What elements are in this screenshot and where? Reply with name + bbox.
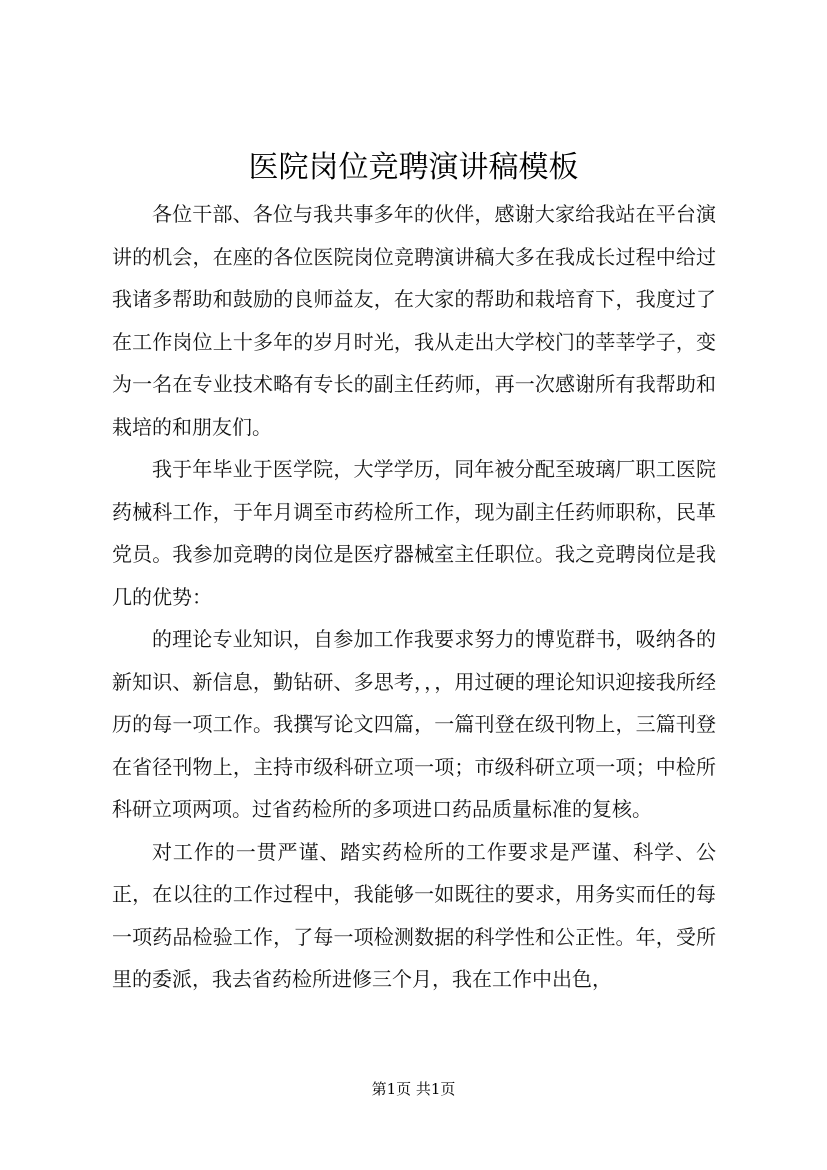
paragraph-2: 我于年毕业于医学院，大学学历，同年被分配至玻璃厂职工医院药械科工作，于年月调至市药检所工作，现为副主任药师职称，民革党员。我参加竞聘的岗位是医疗器械室主任职位。我之竞聘岗位是我几的优势： [112, 457, 716, 609]
paragraph-3: 的理论专业知识，自参加工作我要求努力的博览群书，吸纳各的新知识、新信息，勤钻研、多思考，，，用过硬的理论知识迎接我所经历的每一项工作。我撰写论文四篇，一篇刊登在级刊物上，三篇刊登在省径刊物上，主持市级科研立项一项；市级科研立项一项；中检所科研立项两项。过省药检所的多项进口药品质量标准的复核。 [112, 627, 716, 821]
document-title: 医院岗位竞聘演讲稿模板 [248, 150, 579, 185]
paragraph-1: 各位干部、各位与我共事多年的伙伴，感谢大家给我站在平台演讲的机会，在座的各位医院岗位竞聘演讲稿大多在我成长过程中给过我诸多帮助和鼓励的良师益友，在大家的帮助和栽培育下，我度过了在工作岗位上十多年的岁月时光，我从走出大学校门的莘莘学子，变为一名在专业技术略有专长的副主任药师，再一次感谢所有我帮助和栽培的和朋友们。 [112, 202, 716, 439]
paragraph-4: 对工作的一贯严谨、踏实药检所的工作要求是严谨、科学、公正，在以往的工作过程中，我能够一如既往的要求，用务实而任的每一项药品检验工作，了每一项检测数据的科学性和公正性。年，受所里的委派，我去省药检所进修三个月，我在工作中出色， [112, 839, 716, 991]
document-body [112, 193, 716, 1001]
page-number-footer: 第1页 共1页 [371, 1080, 456, 1098]
